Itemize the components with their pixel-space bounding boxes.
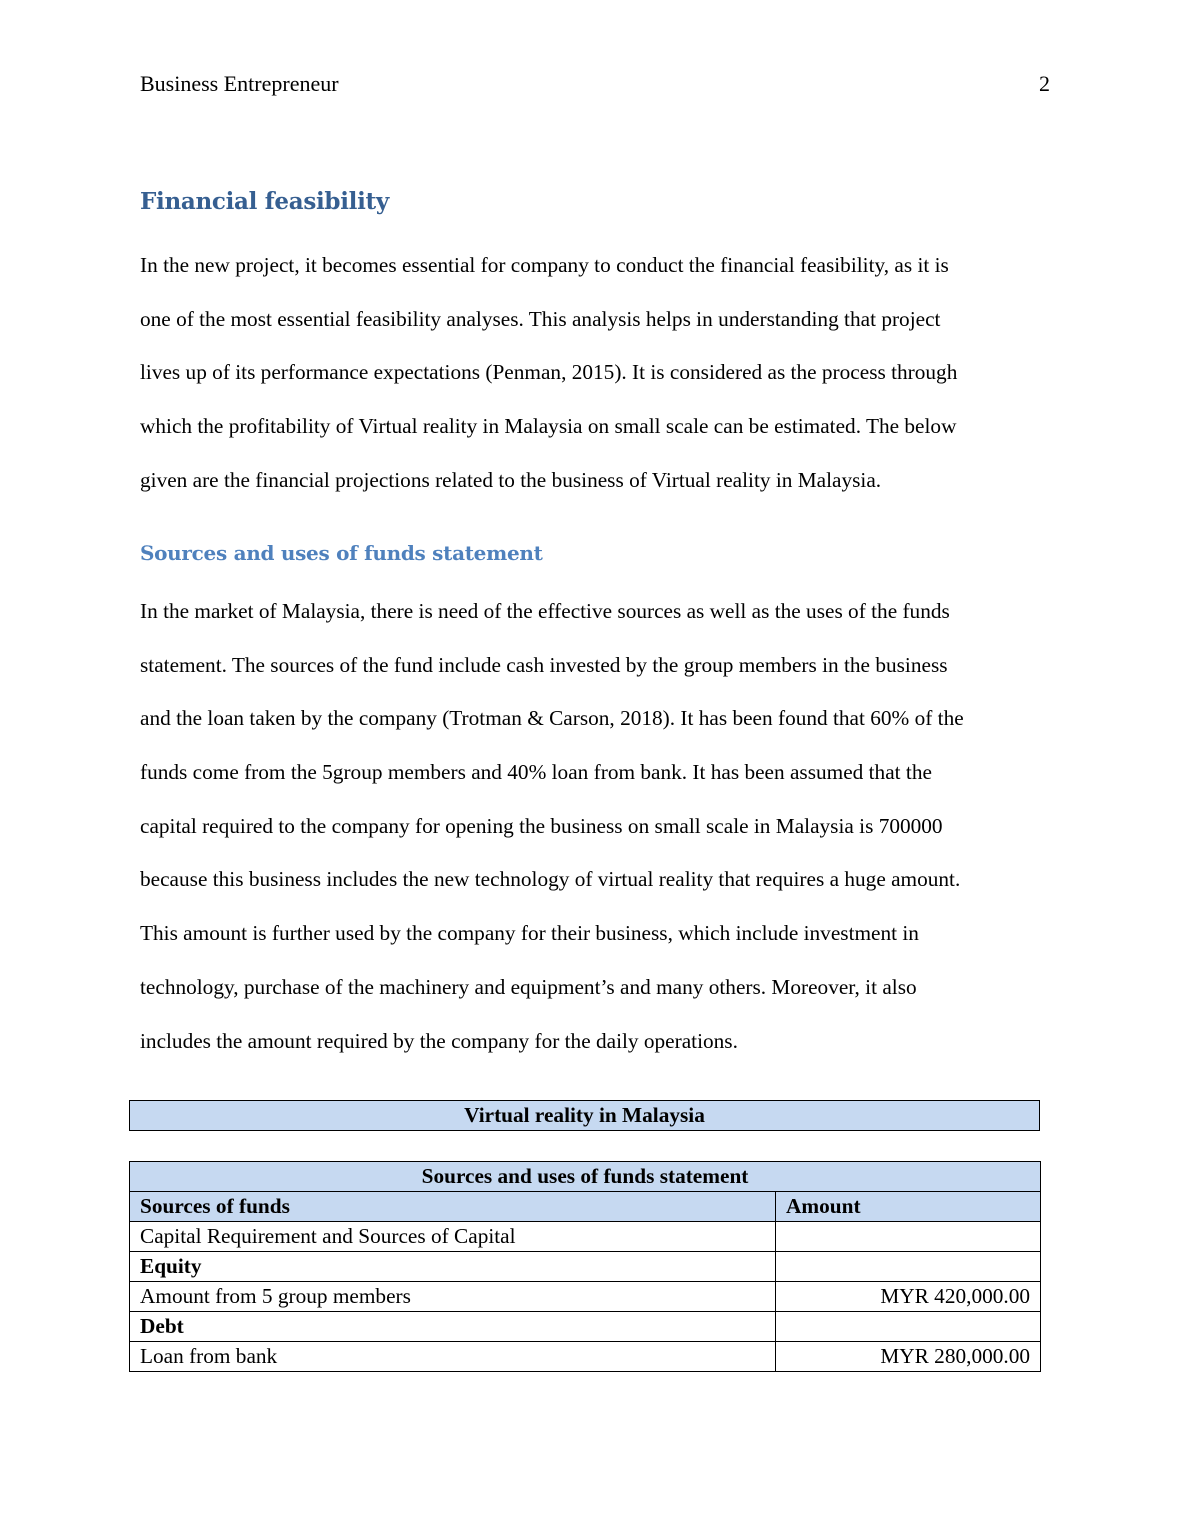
row-amount xyxy=(776,1252,1041,1282)
table-row xyxy=(130,1101,1040,1131)
table-row xyxy=(130,1342,1041,1372)
table-caption-row xyxy=(130,1162,1041,1192)
table-row xyxy=(130,1222,1041,1252)
paragraph-line: lives up of its performance expectations (Penman, 2015). It is considered as the process through xyxy=(140,360,958,385)
paragraph-line: and the loan taken by the company (Trotman & Carson, 2018). It has been found that 60% of the xyxy=(140,706,964,731)
heading-sources-uses-funds: Sources and uses of funds statement xyxy=(140,541,543,565)
table-header-row xyxy=(130,1192,1041,1222)
title-table xyxy=(129,1100,1040,1131)
paragraph-line: technology, purchase of the machinery and equipment’s and many others. Moreover, it also xyxy=(140,974,917,999)
row-label: Equity xyxy=(130,1252,776,1282)
row-label: Debt xyxy=(130,1312,776,1342)
row-label: Capital Requirement and Sources of Capital xyxy=(130,1222,776,1252)
table-row xyxy=(130,1282,1041,1312)
paragraph-line: because this business includes the new technology of virtual reality that requires a huge amount. xyxy=(140,867,961,892)
paragraph-line: In the market of Malaysia, there is need of the effective sources as well as the uses of the funds xyxy=(140,599,950,623)
paragraph-line: funds come from the 5group members and 40% loan from bank. It has been assumed that the xyxy=(140,760,932,785)
row-amount: MYR 280,000.00 xyxy=(776,1342,1041,1372)
paragraph-line: In the new project, it becomes essential for company to conduct the financial feasibility, as it is xyxy=(140,253,949,277)
row-amount xyxy=(776,1312,1041,1342)
funds-table xyxy=(129,1161,1041,1372)
running-header-title: Business Entrepreneur xyxy=(140,71,339,96)
paragraph-line: given are the financial projections related to the business of Virtual reality in Malaysia. xyxy=(140,467,882,492)
paragraph-line: includes the amount required by the company for the daily operations. xyxy=(140,1028,738,1053)
table-title-cell: Virtual reality in Malaysia xyxy=(130,1101,1040,1131)
paragraph-line: which the profitability of Virtual reality in Malaysia on small scale can be estimated. The below xyxy=(140,414,957,439)
row-label: Loan from bank xyxy=(130,1342,776,1372)
table-row xyxy=(130,1312,1041,1342)
row-amount xyxy=(776,1222,1041,1252)
column-header-source: Sources of funds xyxy=(130,1192,776,1222)
paragraph-financial-feasibility xyxy=(140,251,1055,519)
page-number: 2 xyxy=(1039,71,1050,96)
paragraph-line: capital required to the company for opening the business on small scale in Malaysia is 700000 xyxy=(140,813,943,838)
table-row xyxy=(130,1252,1041,1282)
heading-financial-feasibility: Financial feasibility xyxy=(140,188,389,215)
row-label: Amount from 5 group members xyxy=(130,1282,776,1312)
paragraph-line: one of the most essential feasibility analyses. This analysis helps in understanding that project xyxy=(140,306,941,331)
column-header-amount: Amount xyxy=(776,1192,1041,1222)
paragraph-line: statement. The sources of the fund include cash invested by the group members in the business xyxy=(140,652,948,677)
paragraph-line: This amount is further used by the company for their business, which include investment in xyxy=(140,921,919,946)
row-amount: MYR 420,000.00 xyxy=(776,1282,1041,1312)
paragraph-sources-uses-funds xyxy=(140,597,1055,1080)
table-caption-cell: Sources and uses of funds statement xyxy=(130,1162,1041,1192)
